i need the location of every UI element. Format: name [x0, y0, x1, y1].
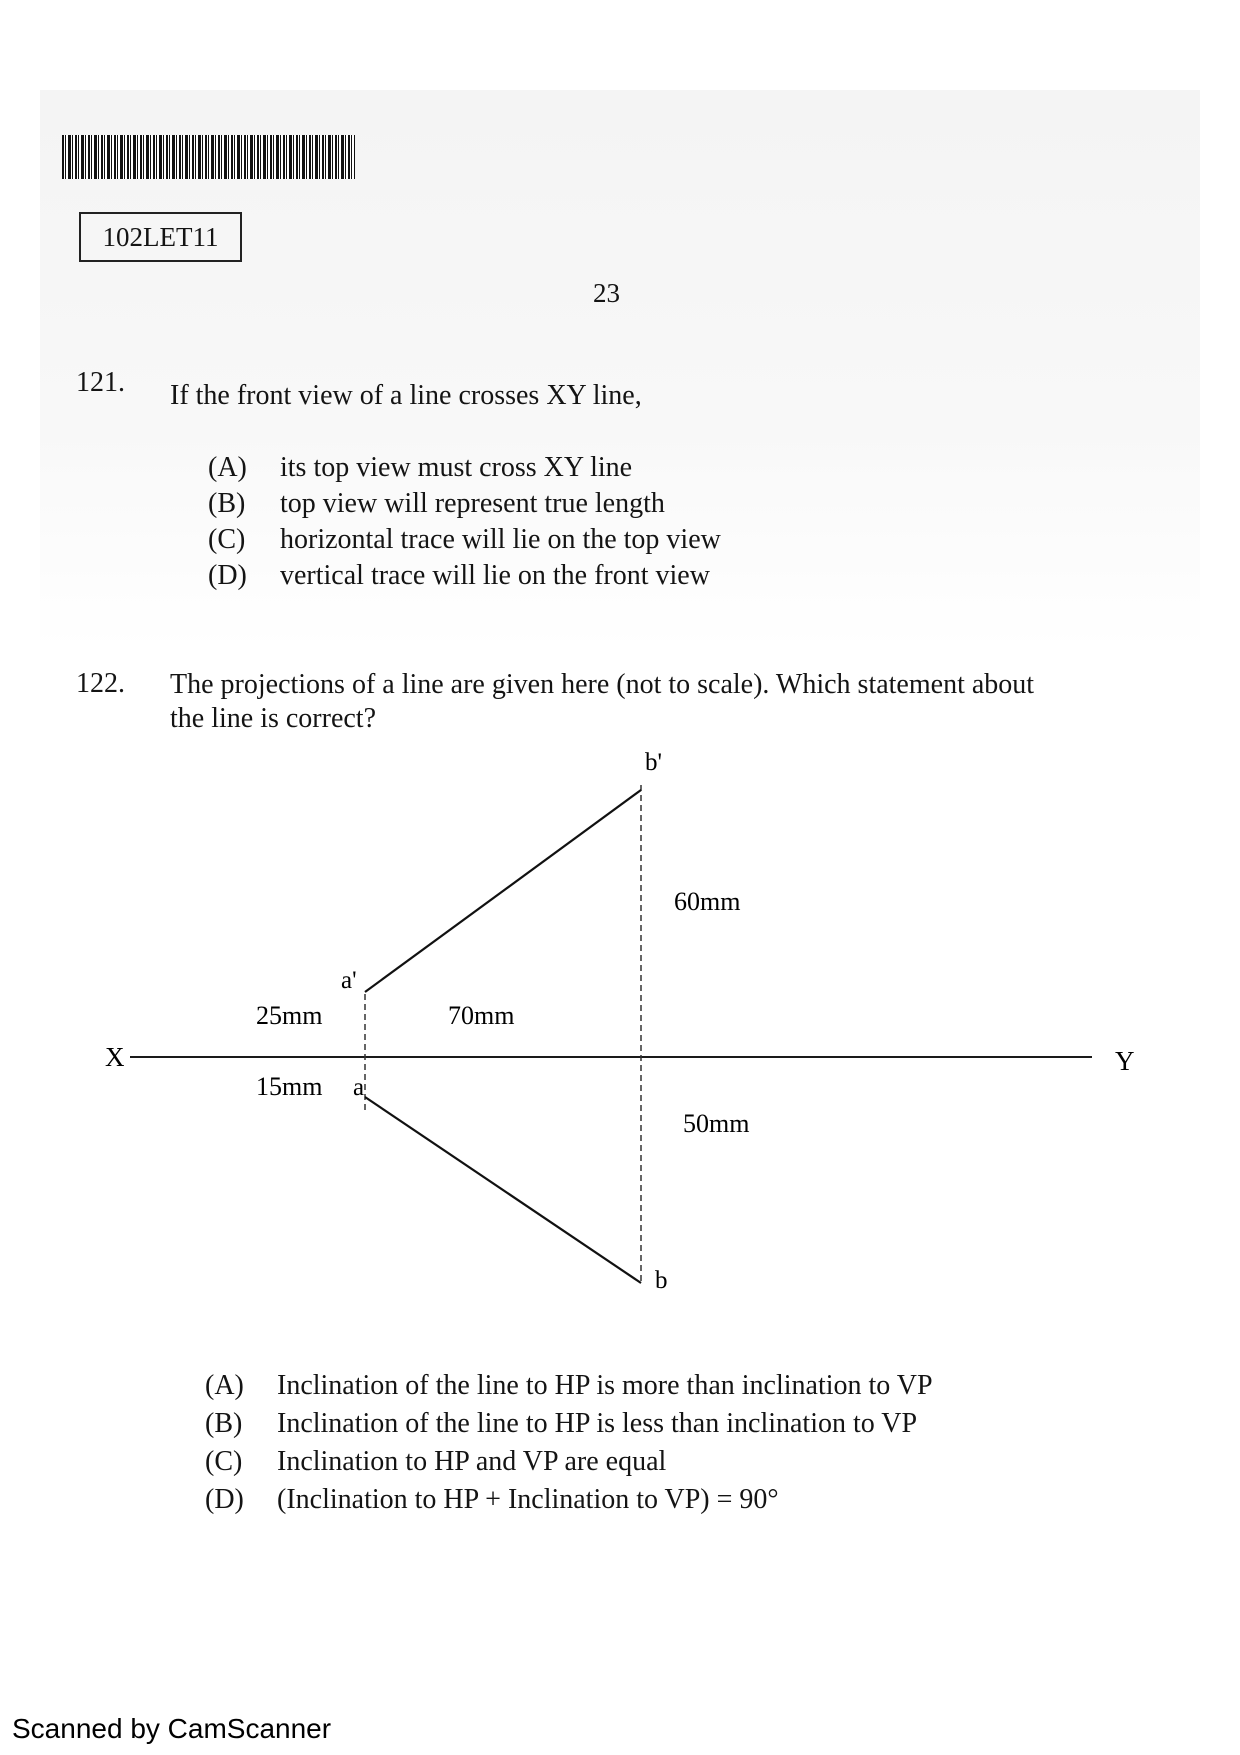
- question-number: 121.: [76, 367, 125, 398]
- dim-15mm: 15mm: [256, 1072, 323, 1101]
- page-number: 23: [593, 278, 620, 308]
- option-text: (Inclination to HP + Inclination to VP) = 90°: [277, 1484, 779, 1515]
- exam-code: 102LET11: [79, 212, 242, 262]
- option-label: (D): [208, 560, 247, 591]
- option-text: its top view must cross XY line: [280, 452, 633, 483]
- scanner-watermark: Scanned by CamScanner: [12, 1713, 332, 1744]
- option-b: [205, 1408, 917, 1440]
- option-label: (B): [205, 1408, 243, 1439]
- option-label: (C): [205, 1446, 243, 1477]
- label-a-prime: a': [341, 967, 357, 994]
- label-b: b: [655, 1267, 668, 1294]
- option-label: (B): [208, 488, 246, 519]
- option-text: horizontal trace will lie on the top view: [280, 524, 721, 555]
- option-b: [208, 488, 665, 520]
- question-text-line: The projections of a line are given here (not to scale). Which statement about: [170, 669, 1035, 700]
- option-c: [205, 1446, 666, 1478]
- option-text: Inclination to HP and VP are equal: [277, 1446, 667, 1477]
- projection-diagram: [0, 740, 1240, 1300]
- question-text: [170, 668, 1034, 736]
- dim-70mm: 70mm: [448, 1001, 515, 1030]
- question-text: If the front view of a line crosses XY line,: [170, 380, 642, 411]
- option-text: Inclination of the line to HP is more than inclination to VP: [277, 1370, 933, 1401]
- dim-25mm: 25mm: [256, 1001, 323, 1030]
- option-a: [205, 1370, 933, 1402]
- option-text: vertical trace will lie on the front view: [280, 560, 710, 591]
- question-number: 122.: [76, 668, 125, 699]
- dim-60mm: 60mm: [674, 887, 741, 916]
- option-label: (D): [205, 1484, 244, 1515]
- option-label: (A): [205, 1370, 244, 1401]
- barcode: [62, 135, 355, 179]
- question-text-line: the line is correct?: [170, 703, 377, 734]
- option-c: [208, 524, 721, 556]
- option-d: [208, 560, 710, 592]
- option-text: Inclination of the line to HP is less than inclination to VP: [277, 1408, 918, 1439]
- label-a: a: [353, 1074, 365, 1101]
- option-a: [208, 452, 632, 484]
- front-view-line: [365, 790, 641, 992]
- option-d: [205, 1484, 779, 1516]
- top-view-line: [365, 1097, 641, 1283]
- option-label: (A): [208, 452, 247, 483]
- dim-50mm: 50mm: [683, 1109, 750, 1138]
- label-b-prime: b': [645, 749, 663, 776]
- option-text: top view will represent true length: [280, 488, 665, 519]
- label-x: X: [105, 1042, 125, 1072]
- option-label: (C): [208, 524, 246, 555]
- label-y: Y: [1115, 1046, 1135, 1076]
